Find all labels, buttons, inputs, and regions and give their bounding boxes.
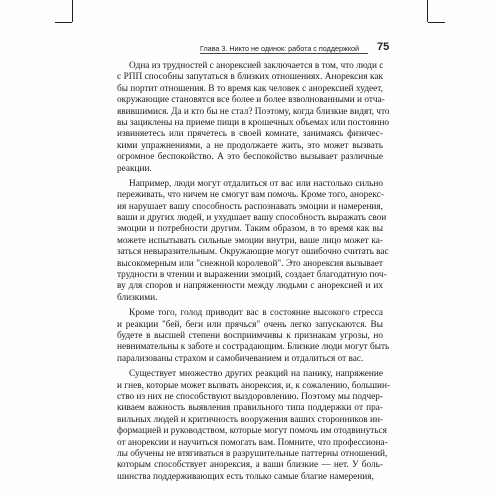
text-line: трудности в чтении и выражении эмоций, создает благодатную поч- — [117, 270, 387, 281]
text-line: ваши и других людей, и ухудшает вашу способность выражать свои — [117, 213, 387, 224]
paragraph — [117, 178, 389, 304]
paragraph — [117, 308, 390, 365]
crop-mark-top-right-vertical — [427, 0, 428, 22]
text-line: близкими. — [117, 292, 158, 303]
text-line: будете в высшей степени восприимчивы к признакам угрозы, но — [117, 330, 383, 341]
page-number: 75 — [377, 41, 390, 53]
text-line: кими упражнениями, а не продолжаете жить, это может вызвать — [117, 140, 383, 151]
text-line: которым способствует анорексия, а ваши близкие — нет. У боль- — [117, 460, 383, 471]
text-line: заться невыразительным. Окружающие могут ошибочно считать вас — [117, 247, 389, 258]
running-header — [200, 41, 400, 56]
crop-mark-top-right-horizontal — [428, 22, 445, 23]
text-line: явившимися. Да и кто бы не стал? Поэтому, когда близкие видят, что — [117, 106, 390, 117]
text-line: ство из них не способствуют выздоровлению. Поэтому мы подчер- — [117, 391, 383, 402]
text-line: лы обучены не втягиваться в разрушительные паттерны отношений, — [117, 448, 388, 459]
paragraph — [117, 369, 391, 483]
running-title: Глава 3. Никто не одинок: работа с поддержкой — [200, 44, 360, 53]
crop-mark-top-left-horizontal — [55, 22, 72, 23]
paragraph — [117, 61, 390, 175]
text-line: киваем важность выявления правильного типа поддержки от пра- — [117, 403, 383, 414]
text-line: Кроме того, голод приводит вас в состояние высокого стресса — [129, 308, 383, 319]
text-line: окружающие становятся все более и более взволнованными и отча- — [117, 95, 385, 106]
text-line: невнимательны к заботе и сострадающим. Близкие люди могут быть — [117, 342, 390, 353]
text-line: шинства поддерживающих есть только самые благие намерения, — [117, 471, 374, 482]
text-line: огромное беспокойство. А это беспокойство вызывает различные — [117, 152, 383, 163]
text-line: можете испытывать сильные эмоции внутри, ваше лицо может ка- — [117, 235, 383, 246]
text-line: ия нарушает вашу способность распознавать эмоции и намерения, — [117, 201, 383, 212]
crop-mark-top-left-vertical — [72, 0, 73, 22]
text-line: вы зациклены на приеме пищи в крошечных объемах или постоянно — [117, 117, 390, 128]
text-line: Существует множество других реакций на панику, напряжение — [129, 369, 383, 380]
header-rule — [200, 53, 368, 54]
text-line: ву для споров и напряженности между людьми с анорексией и их — [117, 281, 383, 292]
text-line: вильных людей и критичность вооружения ваших сторонников ин- — [117, 414, 384, 425]
text-line: парализованы страхом и самобичеванием и отдалиться от вас. — [117, 353, 364, 364]
text-line: и гнев, которые может вызвать анорексия, и, к сожалению, большин- — [117, 380, 391, 391]
text-line: с РПП способны запутаться в близких отношениях. Анорексия как — [117, 72, 383, 83]
text-line: и реакции "бей, беги или прячься" очень легко запускаются. Вы — [117, 319, 383, 330]
text-line: от анорексии и научиться помогать вам. Помните, что профессиона- — [117, 437, 388, 448]
text-line: высокомерным или "снежной королевой". Это анорексия вызывает — [117, 258, 383, 269]
text-line: эмоции и потребности другим. Таким образом, в то время как вы — [117, 224, 383, 235]
text-line: извиняетесь или прячетесь в своей комнате, занимаясь физичес- — [117, 129, 383, 140]
text-line: переживать, что ничем не смогут вам помочь. Кроме того, анорекс- — [117, 190, 384, 201]
text-line: реакции. — [117, 163, 152, 174]
text-line: Одна из трудностей с анорексией заключается в том, что люди с — [129, 61, 384, 71]
text-line: бы портит отношения. В то время как человек с анорексией худеет, — [117, 83, 383, 94]
text-line: Например, люди могут отдалиться от вас или настолько сильно — [129, 178, 383, 189]
body-text — [117, 61, 391, 483]
text-line: формацией и руководством, которые могут помочь им отодвинуться — [117, 426, 387, 437]
